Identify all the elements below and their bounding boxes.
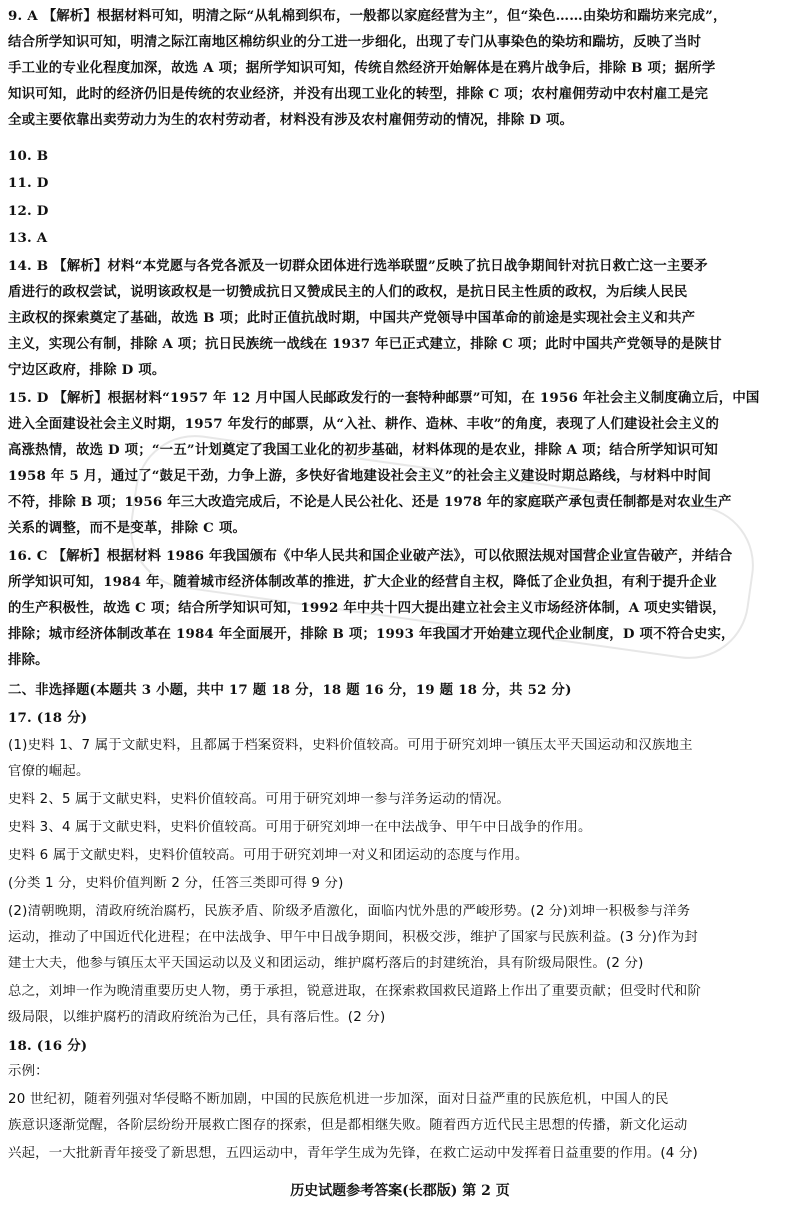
q16-answer-line-2: 所学知识可知，1984 年，随着城市经济体制改革的推进，扩大企业的经营自主权，降低了企业负担，有利于提升企业 <box>8 574 717 590</box>
q17-part2-line-5: 级局限，以维护腐朽的清政府统治为己任，具有落后性。(2 分) <box>8 1010 386 1025</box>
q9-answer-line-3: 手工业的专业化程度加深，故选 A 项；据所学知识可知，传统自然经济开始解体是在鸦片战争后，排除 B 项；据所学 <box>8 60 716 76</box>
q18-example-line-2: 族意识逐渐觉醒，各阶层纷纷开展救亡图存的探索，但是都相继失败。随着西方近代民主思想的传播，新文化运动 <box>8 1118 688 1133</box>
q17-part1-line-5: 史料 6 属于文献史料，史料价值较高。可用于研究刘坤一对义和团运动的态度与作用。 <box>8 848 529 863</box>
q15-answer-line-4: 1958 年 5 月，通过了“鼓足干劲，力争上游，多快好省地建设社会主义”的社会主义建设时期总路线，与材料中时间 <box>8 468 712 484</box>
q9-answer-line-2: 结合所学知识可知，明清之际江南地区棉纺织业的分工进一步细化，出现了专门从事染色的染坊和踹坊，反映了当时 <box>8 34 702 50</box>
q14-answer-line-2: 盾进行的政权尝试，说明该政权是一切赞成抗日又赞成民主的人们的政权，是抗日民主性质的政权，为后续人民民 <box>8 284 688 300</box>
q17-part2-line-2: 运动，推动了中国近代化进程；在中法战争、甲午中日战争期间，积极交涉，维护了国家与民族利益。(3 分)作为封 <box>8 930 698 945</box>
q18-heading: 18. (16 分) <box>8 1038 88 1054</box>
q15-answer-line-1: 15. D 【解析】根据材料“1957 年 12 月中国人民邮政发行的一套特种邮票”可知，在 1956 年社会主义制度确立后，中国 <box>8 390 760 406</box>
q15-answer-line-2: 进入全面建设社会主义时期，1957 年发行的邮票，从“入社、耕作、造林、丰收”的角度，表现了人们建设社会主义的 <box>8 416 720 432</box>
q18-example-line-3: 兴起，一大批新青年接受了新思想，五四运动中，青年学生成为先锋，在救亡运动中发挥着日益重要的作用。(4 分) <box>8 1146 698 1161</box>
q15-answer-line-3: 高涨热情，故选 D 项；“一五”计划奠定了我国工业化的初步基础，材料体现的是农业，排除 A 项；结合所学知识可知 <box>8 442 718 458</box>
q17-part1-line-1: (1)史料 1、7 属于文献史料，且都属于档案资料，史料价值较高。可用于研究刘坤一镇压太平天国运动和汉族地主 <box>8 738 693 753</box>
q14-answer-line-5: 宁边区政府，排除 D 项。 <box>8 362 166 378</box>
q14-answer-line-1: 14. B 【解析】材料“本党愿与各党各派及一切群众团体进行选举联盟”反映了抗日战争期间针对抗日救亡这一主要矛 <box>8 258 708 274</box>
q17-part1-line-3: 史料 2、5 属于文献史料，史料价值较高。可用于研究刘坤一参与洋务运动的情况。 <box>8 792 511 807</box>
q17-heading: 17. (18 分) <box>8 710 88 726</box>
q14-answer-line-3: 主政权的探索奠定了基础，故选 B 项；此时正值抗战时期，中国共产党领导中国革命的前途是实现社会主义和共产 <box>8 310 696 326</box>
q17-part1-line-4: 史料 3、4 属于文献史料，史料价值较高。可用于研究刘坤一在中法战争、甲午中日战争的作用。 <box>8 820 592 835</box>
q9-answer-line-1: 9. A 【解析】根据材料可知，明清之际“从轧棉到织布，一般都以家庭经营为主”，但“染色……由染坊和踹坊来完成”， <box>8 8 727 24</box>
q16-answer-line-3: 的生产积极性，故选 C 项；结合所学知识可知，1992 年中共十四大提出建立社会主义市场经济体制，A 项史实错误， <box>8 600 726 616</box>
q11-answer: 11. D <box>8 175 49 191</box>
q16-answer-line-5: 排除。 <box>8 652 49 668</box>
q17-part1-line-2: 官僚的崛起。 <box>8 764 90 779</box>
q17-part2-line-4: 总之，刘坤一作为晚清重要历史人物，勇于承担，锐意进取，在探索救国救民道路上作出了重要贡献；但受时代和阶 <box>8 984 702 999</box>
q12-answer: 12. D <box>8 203 49 219</box>
q16-answer-line-4: 排除；城市经济体制改革在 1984 年全面展开，排除 B 项；1993 年我国才开始建立现代企业制度，D 项不符合史实， <box>8 626 735 642</box>
q17-part2-line-3: 建士大夫，他参与镇压太平天国运动以及义和团运动，维护腐朽落后的封建统治，具有阶级局限性。(2 分) <box>8 956 644 971</box>
q18-example-line-1: 20 世纪初，随着列强对华侵略不断加剧，中国的民族危机进一步加深，面对日益严重的民族危机，中国人的民 <box>8 1092 669 1107</box>
q10-answer: 10. B <box>8 148 49 164</box>
section-heading-non-choice: 二、非选择题(本题共 3 小题，共中 17 题 18 分，18 题 16 分，19 题 18 分，共 52 分) <box>8 682 572 698</box>
site-logo-watermark <box>642 1144 792 1204</box>
q17-part2-line-1: (2)清朝晚期，清政府统治腐朽，民族矛盾、阶级矛盾激化，面临内忧外患的严峻形势。(2 分)刘坤一积极参与洋务 <box>8 904 691 919</box>
q18-example-label: 示例： <box>8 1064 49 1079</box>
page-footer: 历史试题参考答案(长郡版) 第 2 页 <box>290 1183 510 1199</box>
q15-answer-line-5: 不符，排除 B 项；1956 年三大改造完成后，不论是人民公社化、还是 1978 年的家庭联产承包责任制都是对农业生产 <box>8 494 732 510</box>
q9-answer-line-5: 全或主要依靠出卖劳动力为生的农村劳动者，材料没有涉及农村雇佣劳动的情况，排除 D 项。 <box>8 112 574 128</box>
q15-answer-line-6: 关系的调整，而不是变革，排除 C 项。 <box>8 520 247 536</box>
q16-answer-line-1: 16. C 【解析】根据材料 1986 年我国颁布《中华人民共和国企业破产法》，可以依照法规对国营企业宣告破产，并结合 <box>8 548 733 564</box>
q17-part1-scoring: (分类 1 分，史料价值判断 2 分，任答三类即可得 9 分) <box>8 876 344 891</box>
q9-answer-line-4: 知识可知，此时的经济仍旧是传统的农业经济，并没有出现工业化的转型，排除 C 项；农村雇佣劳动中农村雇工是完 <box>8 86 709 102</box>
q14-answer-line-4: 主义，实现公有制，排除 A 项；抗日民族统一战线在 1937 年已正式建立，排除 C 项；此时中国共产党领导的是陕甘 <box>8 336 722 352</box>
q13-answer: 13. A <box>8 230 48 246</box>
